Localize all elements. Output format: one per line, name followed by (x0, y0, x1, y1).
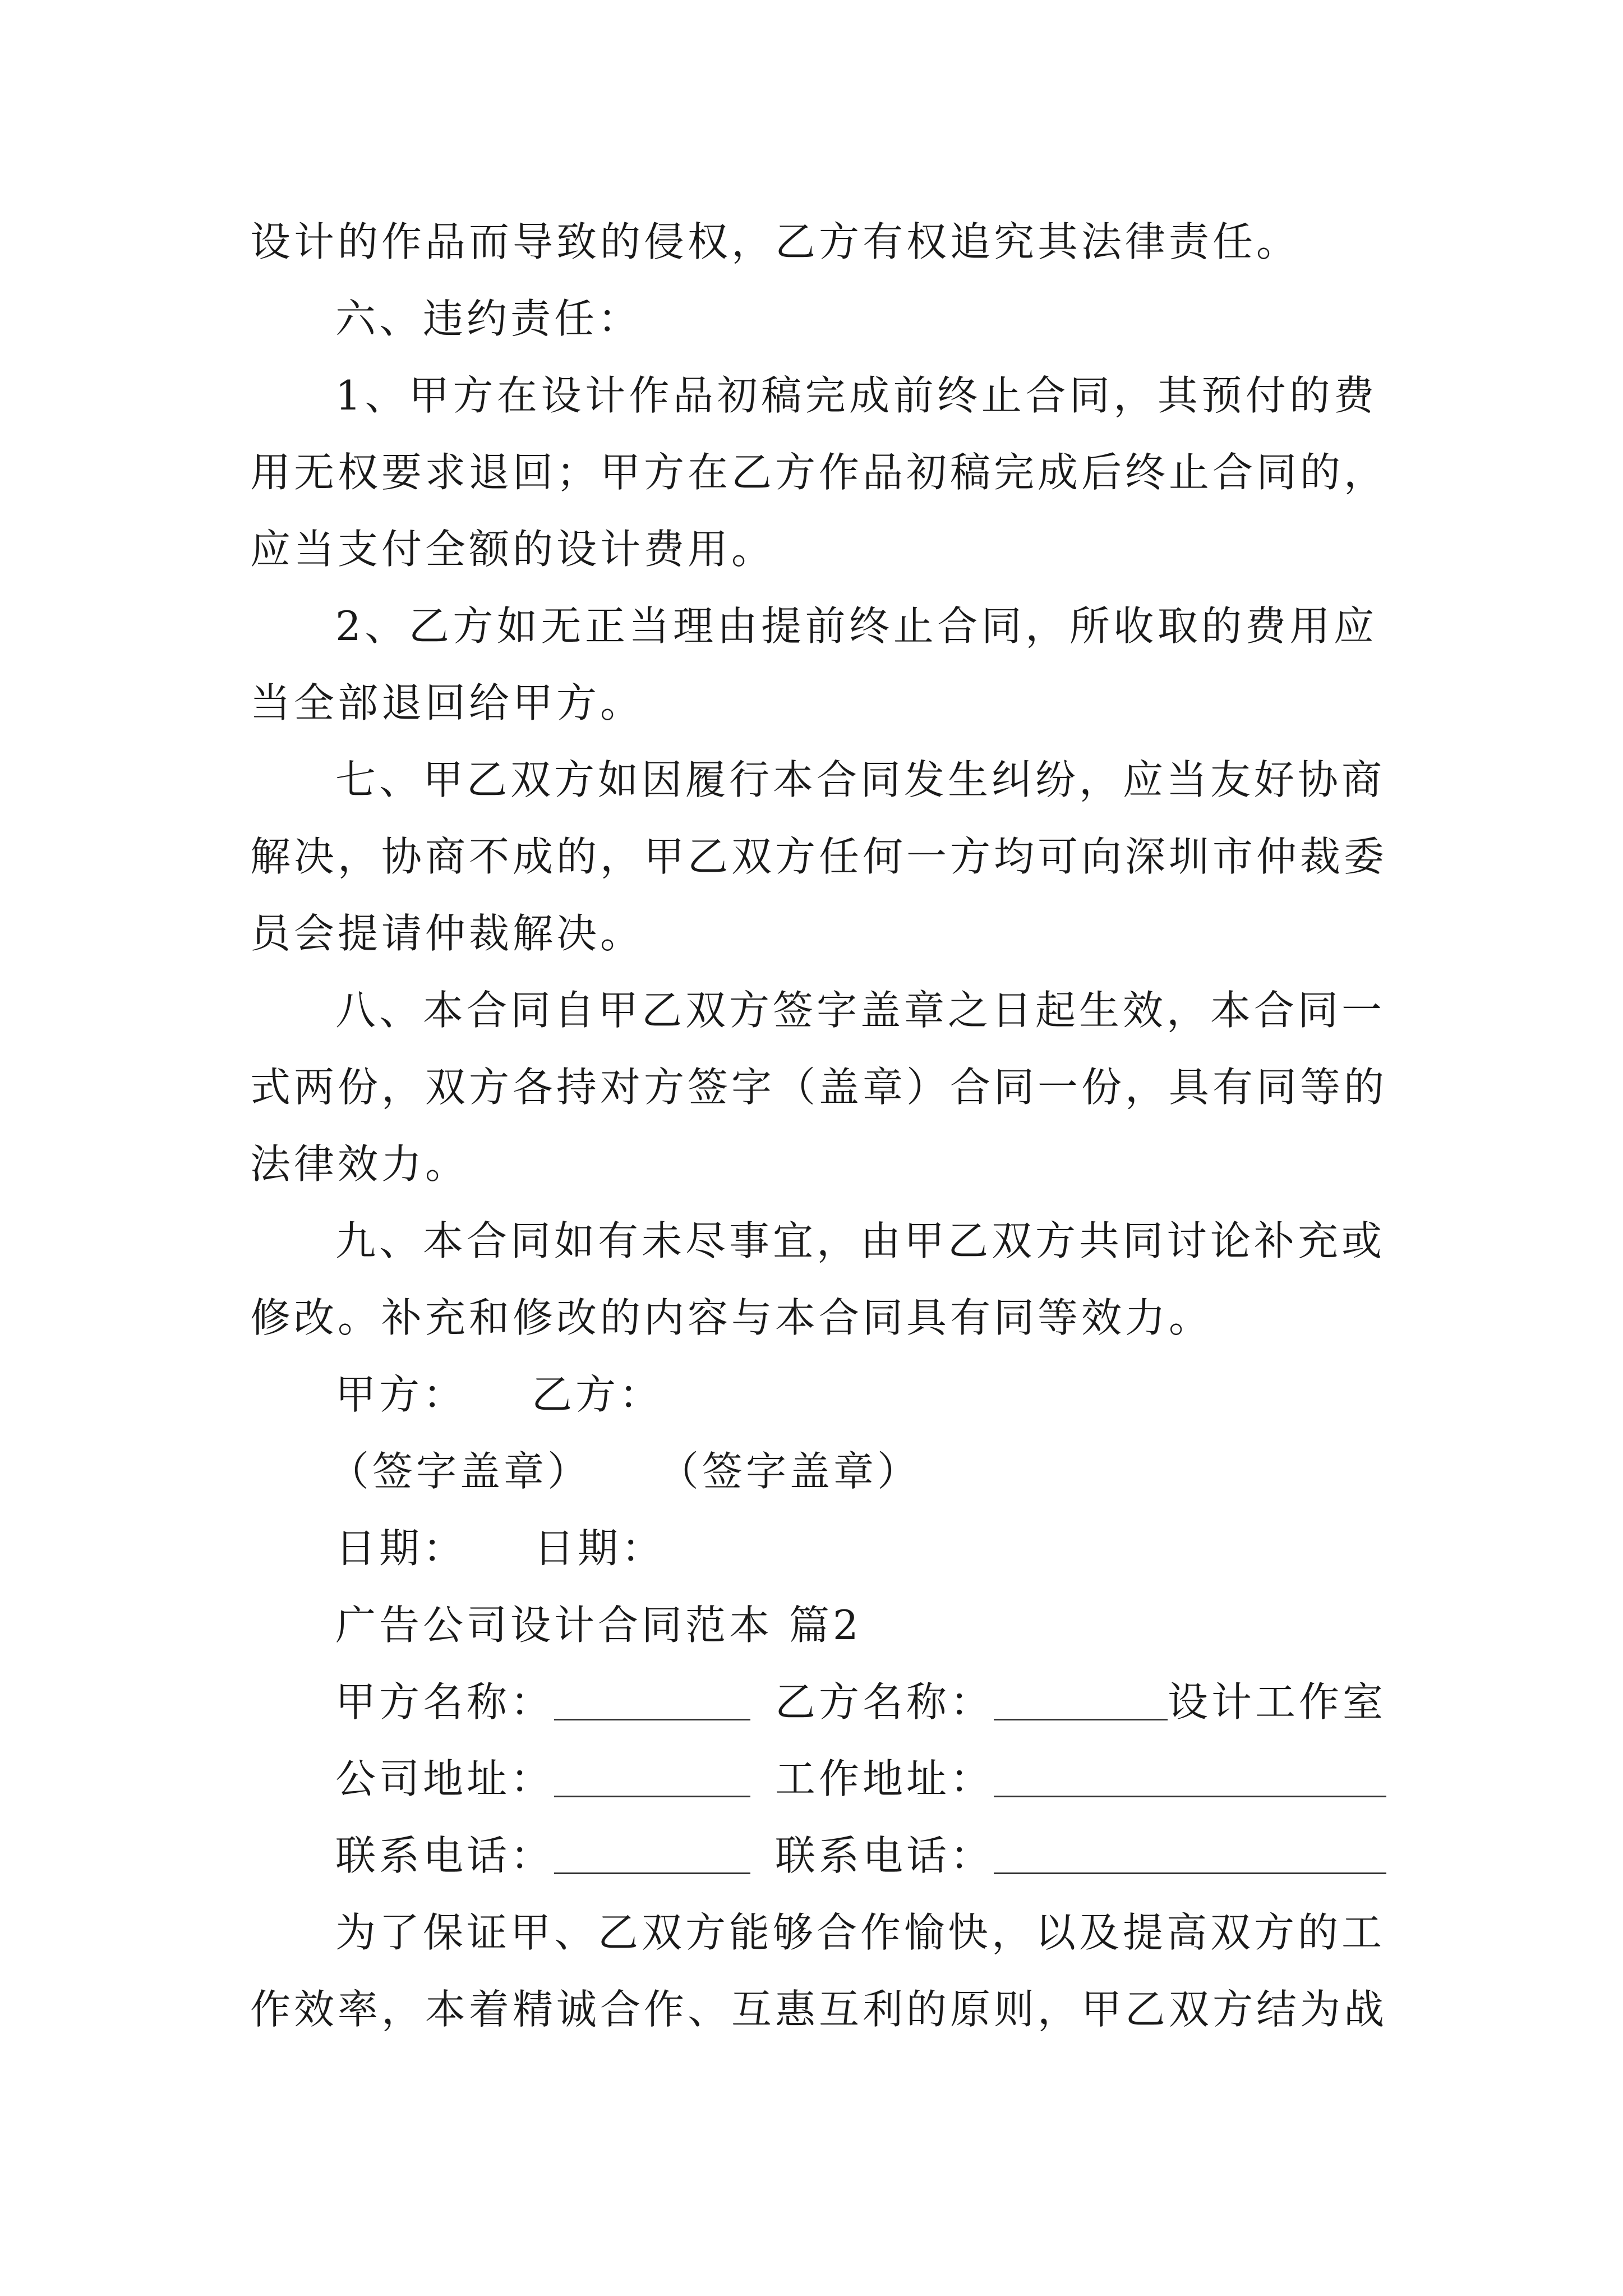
party-a-name-blank (554, 1678, 750, 1720)
form-row-address (335, 1741, 1377, 1817)
party-a-label: 甲方： (335, 1371, 467, 1418)
party-a-address-label: 公司地址： (335, 1755, 555, 1802)
paragraph-line: 九、本合同如有未尽事宜，由甲乙双方共同讨论补充或 (335, 1217, 1386, 1264)
signature-date-row (335, 1510, 1377, 1586)
paragraph-line: 七、甲乙双方如因履行本合同发生纠纷，应当友好协商 (335, 756, 1386, 803)
party-a-phone-blank (554, 1832, 750, 1874)
paragraph-line: 式两份，双方各持对方签字（盖章）合同一份，具有同等的 (250, 1064, 1388, 1111)
party-b-phone-label: 联系电话： (775, 1832, 994, 1879)
paragraph-line: 1、甲方在设计作品初稿完成前终止合同，其预付的费 (335, 372, 1377, 419)
paragraph-line: 2、乙方如无正当理由提前终止合同，所收取的费用应 (335, 602, 1377, 650)
form-row-names (335, 1664, 1387, 1740)
date-a-label: 日期： (335, 1525, 467, 1572)
paragraph-line: 作效率，本着精诚合作、互惠互利的原则，甲乙双方结为战 (250, 1986, 1388, 2033)
party-b-address-label: 工作地址： (775, 1755, 994, 1802)
paragraph-line: 当全部退回给甲方。 (250, 679, 644, 726)
party-b-name-blank (994, 1678, 1168, 1720)
party-a-address-blank (554, 1755, 750, 1797)
form-row-phone (335, 1818, 1377, 1894)
paragraph-line: 八、本合同自甲乙双方签字盖章之日起生效，本合同一 (335, 987, 1386, 1034)
signature-seal-row (329, 1433, 1456, 1510)
party-b-address-blank (994, 1755, 1386, 1797)
paragraph-line: 员会提请仲裁解决。 (250, 910, 644, 957)
seal-a-label: （签字盖章） (329, 1448, 592, 1495)
party-b-name-suffix: 设计工作室 (1168, 1678, 1387, 1726)
paragraph-line: 为了保证甲、乙双方能够合作愉快，以及提高双方的工 (335, 1909, 1386, 1956)
paragraph-line: 用无权要求退回；甲方在乙方作品初稿完成后终止合同的， (250, 449, 1388, 496)
party-b-name-label: 乙方名称： (775, 1678, 994, 1726)
paragraph-line: 设计的作品而导致的侵权，乙方有权追究其法律责任。 (250, 218, 1301, 265)
paragraph-line: 解决，协商不成的，甲乙双方任何一方均可向深圳市仲裁委 (250, 833, 1388, 880)
date-b-label: 日期： (534, 1525, 666, 1572)
signature-party-row (335, 1356, 1377, 1433)
section-heading: 六、违约责任： (335, 295, 642, 342)
party-b-label: 乙方： (532, 1371, 663, 1418)
party-a-name-label: 甲方名称： (335, 1678, 555, 1726)
seal-b-label: （签字盖章） (658, 1448, 921, 1495)
paragraph-line: 修改。补充和修改的内容与本合同具有同等效力。 (250, 1294, 1213, 1341)
section-title: 广告公司设计合同范本 篇2 (335, 1602, 862, 1649)
paragraph-line: 法律效力。 (250, 1140, 469, 1188)
paragraph-line: 应当支付全额的设计费用。 (250, 526, 776, 573)
party-a-phone-label: 联系电话： (335, 1832, 555, 1879)
party-b-phone-blank (994, 1832, 1386, 1874)
